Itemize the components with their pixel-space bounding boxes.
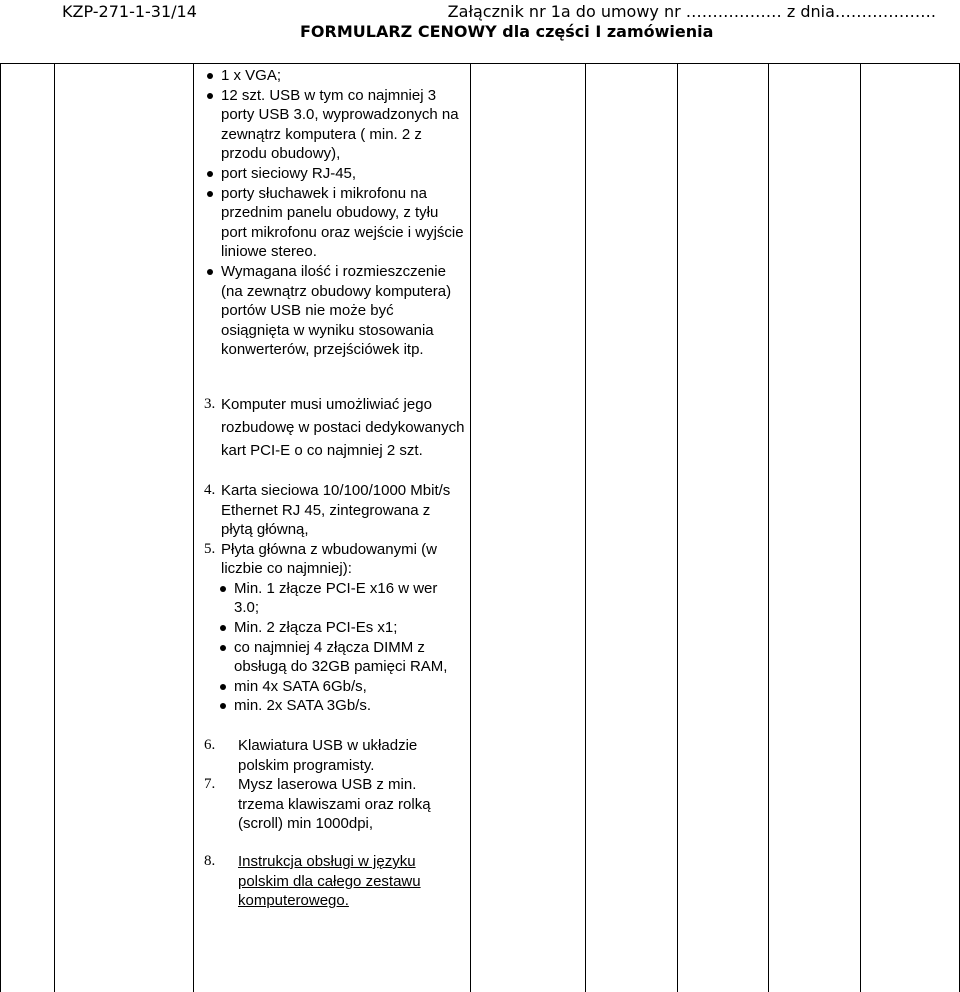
document-reference: KZP-271-1-31/14 (62, 2, 197, 21)
list-item: 1 x VGA; (196, 66, 466, 86)
item-text: Karta sieciowa 10/100/1000 Mbit/s Ethernet RJ 45, zintegrowana z płytą główną, (221, 481, 451, 539)
table-column-divider (585, 63, 586, 992)
attachment-line: Załącznik nr 1a do umowy nr ……………… z dnia………………. (447, 2, 936, 21)
item-number: 4. (204, 481, 216, 498)
list-item: min. 2x SATA 3Gb/s. (196, 696, 466, 716)
table-border-left (0, 63, 1, 992)
list-item: 12 szt. USB w tym co najmniej 3 porty USB 3.0, wyprowadzonych na zewnątrz komputera ( min. 2 z przodu obudowy), (196, 86, 466, 164)
item-number: 7. (204, 776, 216, 793)
form-title: FORMULARZ CENOWY dla części I zamówienia (300, 22, 714, 41)
table-top-border (0, 63, 960, 64)
numbered-item (196, 393, 466, 462)
ports-list (196, 66, 466, 360)
item-number: 8. (204, 853, 216, 869)
item-text: Instrukcja obsługi w języku polskim dla całego zestawu komputerowego. (238, 853, 421, 910)
list-item: Wymagana ilość i rozmieszczenie (na zewnątrz obudowy komputera) portów USB nie może być osiągnięta w wyniku stosowania konwerterów, przejściówek itp. (196, 262, 466, 360)
table-column-divider (860, 63, 861, 992)
item-text: Komputer musi umożliwiać jego rozbudowę w postaci dedykowanych kart PCI-E o co najmniej 2 szt. (221, 395, 465, 459)
list-item: port sieciowy RJ-45, (196, 164, 466, 184)
table-column-divider (677, 63, 678, 992)
numbered-item (196, 852, 466, 911)
list-item: min 4x SATA 6Gb/s, (196, 677, 466, 697)
list-item: co najmniej 4 złącza DIMM z obsługą do 32GB pamięci RAM, (196, 638, 466, 677)
numbered-item (196, 736, 466, 775)
item-number: 3. (204, 395, 216, 412)
table-column-divider (193, 63, 194, 992)
numbered-item (196, 540, 466, 579)
numbered-item (196, 775, 466, 834)
table-column-divider (470, 63, 471, 992)
numbered-item (196, 481, 466, 540)
item-number: 6. (204, 737, 216, 754)
table-column-divider (54, 63, 55, 992)
item-text: Klawiatura USB w układzie polskim programisty. (238, 737, 418, 774)
page-header (0, 0, 960, 64)
table-column-divider (768, 63, 769, 992)
mainboard-list (196, 579, 466, 716)
item-number: 5. (204, 540, 216, 557)
item-text: Płyta główna z wbudowanymi (w liczbie co najmniej): (221, 540, 437, 578)
specification-cell (196, 66, 466, 911)
list-item: porty słuchawek i mikrofonu na przednim panelu obudowy, z tyłu port mikrofonu oraz wejście i wyjście liniowe stereo. (196, 184, 466, 262)
list-item: Min. 1 złącze PCI-E x16 w wer 3.0; (196, 579, 466, 618)
item-text: Mysz laserowa USB z min. trzema klawiszami oraz rolką (scroll) min 1000dpi, (238, 776, 431, 833)
list-item: Min. 2 złącza PCI-Es x1; (196, 618, 466, 638)
